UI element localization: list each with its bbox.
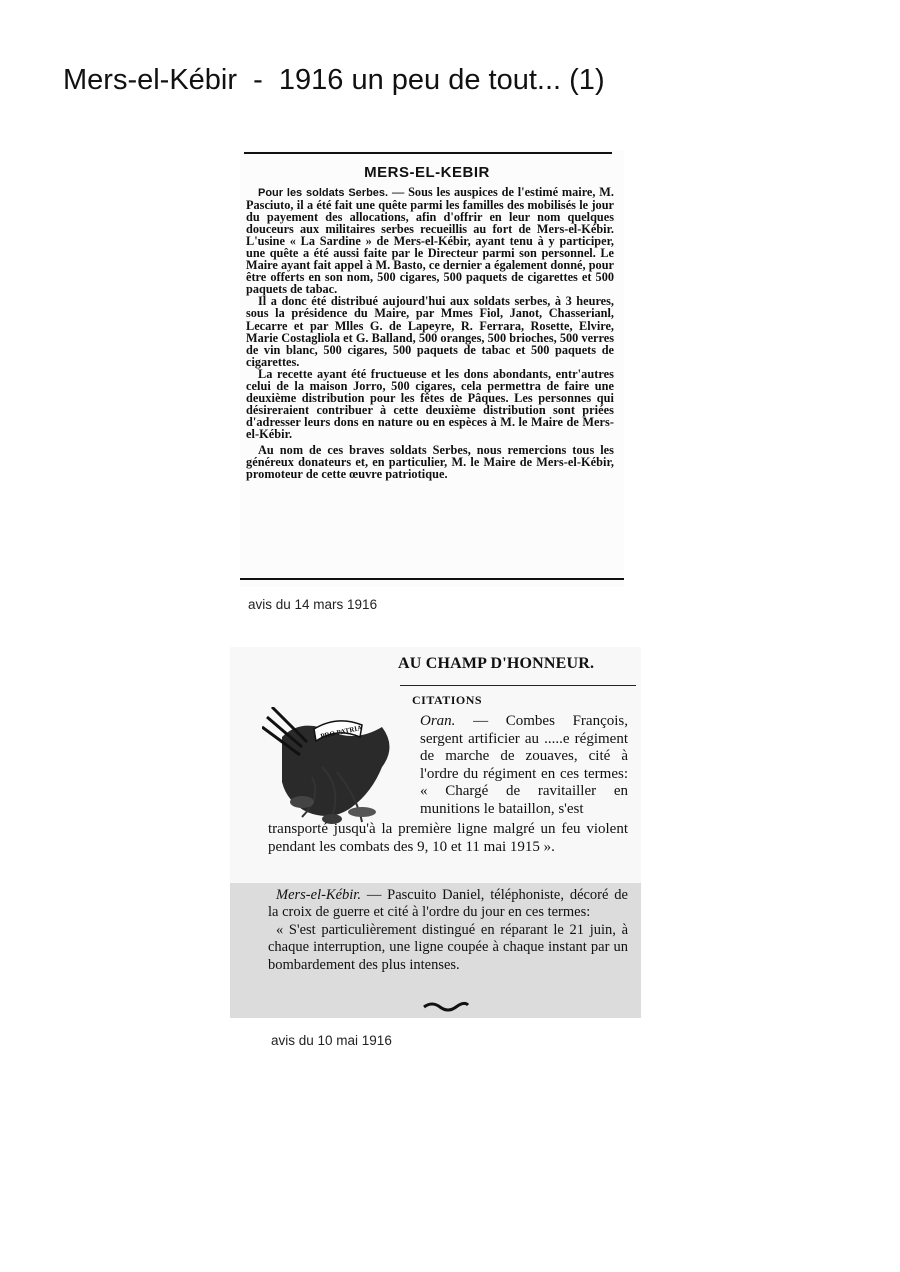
clipping-body [246,186,614,480]
clipping-caption: avis du 14 mars 1916 [248,597,378,612]
article-paragraph-text: — Sous les auspices de l'estimé maire, M. Pasciuto, il a été fait une quête parmi les familles des mobilisés le jour du payement des allocations, afin d'offrir en leur nom quelques douceurs aux militaires serbes recueillis au fort de Mers-el-Kébir. L'usine « La Sardine » de Mers-el-Kébir, ayant tenu à y participer, une quête a été aussi faite par le Directeur parmi son personnel. Le Maire ayant fait appel à M. Basto, ce dernier a également donné, pour être offerts en son nom, 500 cigares, 500 paquets de cigarettes et 500 paquets de tabac. [246,185,614,297]
citation-place: Oran. [420,713,456,729]
clipping-caption: avis du 10 mai 1916 [271,1033,392,1048]
citation-paragraph-mers-el-kebir [268,887,628,974]
citation-mek-text [268,887,628,922]
pro-patria-vignette-icon [262,707,412,827]
citation-oran-quote: « Chargé de ravitailler en munitions le bataillon, s'est [420,783,628,817]
citation-mek-quote: « S'est particulièrement distingué en réparant le 21 juin, à chaque interruption, une ligne coupée à chaque instant par un bombardement des plus intenses. [268,921,628,973]
citation-place: Mers-el-Kébir. [276,887,361,903]
page-title: Mers-el-Kébir - 1916 un peu de tout... (1) [63,64,605,96]
ornament-icon [420,999,470,1013]
citation-mek-body: — Pascuito Daniel, téléphoniste, décoré de la croix de guerre et cité à l'ordre du jour en ces termes: [268,887,628,921]
article-paragraph: Au nom de ces braves soldats Serbes, nous remercions tous les généreux donateurs et, en particulier, M. le Maire de Mers-el-Kébir, promoteur de cette œuvre patriotique. [246,442,614,482]
clipping-subhead: CITATIONS [412,693,483,707]
newspaper-clipping-serbian-soldiers [240,150,624,587]
citation-paragraph-oran [420,713,628,819]
citation-oran-continuation: transporté jusqu'à la première ligne malgré un feu violent pendant les combats des 9, 10 et 11 mai 1915 ». [268,821,628,855]
bottom-rule [240,578,624,580]
citation-oran-body: — Combes François, sergent artificier au .....e régiment de marche de zouaves, cité à l'ordre du régiment en ces termes: [420,713,628,782]
clipping-headline: MERS-EL-KEBIR [364,164,490,181]
vignette-banner-text: PRO PATRIA [319,723,363,741]
citation-oran-text [420,713,628,819]
headline-rule [400,685,636,686]
article-paragraph [246,186,614,295]
article-paragraph: La recette ayant été fructueuse et les dons abondants, entr'autres celui de la maison Jorro, 500 cigares, cela permettra de faire une deuxième distribution pour les fêtes de Pâques. Les personnes qui désireraient contribuer à cette deuxième distribution sont priées d'adresser leurs dons en nature ou en espèces à M. le Maire de Mers-el-Kébir. [246,366,614,441]
clipping-headline: AU CHAMP D'HONNEUR. [398,655,595,672]
article-lead: Pour les soldats Serbes. [258,187,389,199]
article-paragraph: Il a donc été distribué aujourd'hui aux soldats serbes, à 3 heures, sous la présidence du Maire, par Mmes Fiol, Janot, Chasserianl, Lecarre et par Mlles G. de Lapeyre, R. Ferrara, Rosette, Elvire, Marie Costagliola et G. Balland, 500 oranges, 500 brioches, 500 verres de vin blanc, 500 cigares, 500 paquets de tabac et 500 paquets de cigarettes. [246,294,614,369]
newspaper-clipping-field-of-honour [230,647,641,1018]
top-rule [244,152,612,154]
